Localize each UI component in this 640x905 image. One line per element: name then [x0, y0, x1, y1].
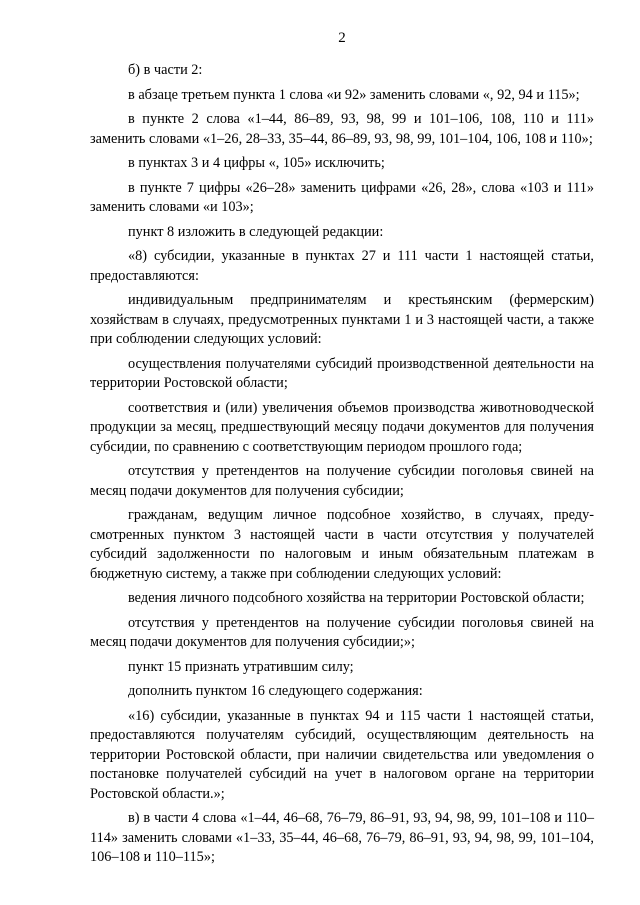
paragraph: в пунктах 3 и 4 цифры «, 105» исключить;	[128, 155, 385, 171]
paragraph: отсутствия у претендентов на получение субсидии поголовья свиней на месяц подачи документов для получения субсидии;»;	[90, 614, 594, 650]
paragraph: «16) субсидии, указанные в пунктах 94 и 115 части 1 настоящей статьи, предоставляются получателям субсидий, осуществляющим деятельность на территории Ростовской области, при наличии свидетельства или уведомления о постановке получателей субсидий на учет в налоговом органе на территории Ростовской области.»;	[90, 707, 594, 802]
paragraph: в пункте 2 слова «1–44, 86–89, 93, 98, 99 и 101–106, 108, 110 и 111» заменить словами «1–26, 28–33, 35–44, 86–89, 93, 98, 99, 101–104, 106, 108 и 110»;	[90, 111, 594, 147]
paragraph: ведения личного подсобного хозяйства на территории Ростовской области;	[128, 590, 585, 606]
document-body	[90, 61, 594, 868]
paragraph: в пункте 7 цифры «26–28» заменить цифрами «26, 28», слова «103 и 111» заменить словами «и 103»;	[90, 179, 594, 215]
paragraph: дополнить пунктом 16 следующего содержания:	[128, 683, 423, 699]
paragraph: соответствия и (или) увеличения объемов производства животноводческой продукции за месяц, предшествующий месяцу подачи документов для получения субсидии, по сравнению с соответствующим периодом прошлого года;	[90, 399, 594, 455]
paragraph: отсутствия у претендентов на получение субсидии поголовья свиней на месяц подачи документов для получения субсидии;	[90, 463, 594, 499]
paragraph: гражданам, ведущим личное подсобное хозяйство, в случаях, предусмотренных пунктом 3 настоящей части в части отсутствия у получателей субсидий задолженности по налоговым и иным обязательным платежам в бюджетную систему, а также при соблюдении следующих условий:	[90, 507, 594, 582]
page-number: 2	[338, 30, 346, 46]
paragraph: «8) субсидии, указанные в пунктах 27 и 111 части 1 настоящей статьи, предоставляются:	[90, 248, 594, 284]
paragraph: осуществления получателями субсидий производственной деятельности на территории Ростовской области;	[90, 355, 594, 391]
paragraph: в) в части 4 слова «1–44, 46–68, 76–79, 86–91, 93, 94, 98, 99, 101–108 и 110–114» заменить словами «1–33, 35–44, 46–68, 76–79, 86–91, 93, 94, 98, 99, 101–104, 106–108 и 110–115»;	[90, 810, 594, 865]
paragraph: в абзаце третьем пункта 1 слова «и 92» заменить словами «, 92, 94 и 115»;	[128, 86, 580, 103]
paragraph: б) в части 2:	[128, 62, 203, 78]
paragraph: индивидуальным предпринимателям и крестьянским (фермерским) хозяйствам в случаях, предусмотренных пунктами 1 и 3 настоящей части, а также при соблюдении следующих условий:	[90, 292, 594, 347]
paragraph: пункт 15 признать утратившим силу;	[128, 658, 354, 675]
document-page	[90, 28, 594, 888]
paragraph: пункт 8 изложить в следующей редакции:	[128, 223, 384, 240]
